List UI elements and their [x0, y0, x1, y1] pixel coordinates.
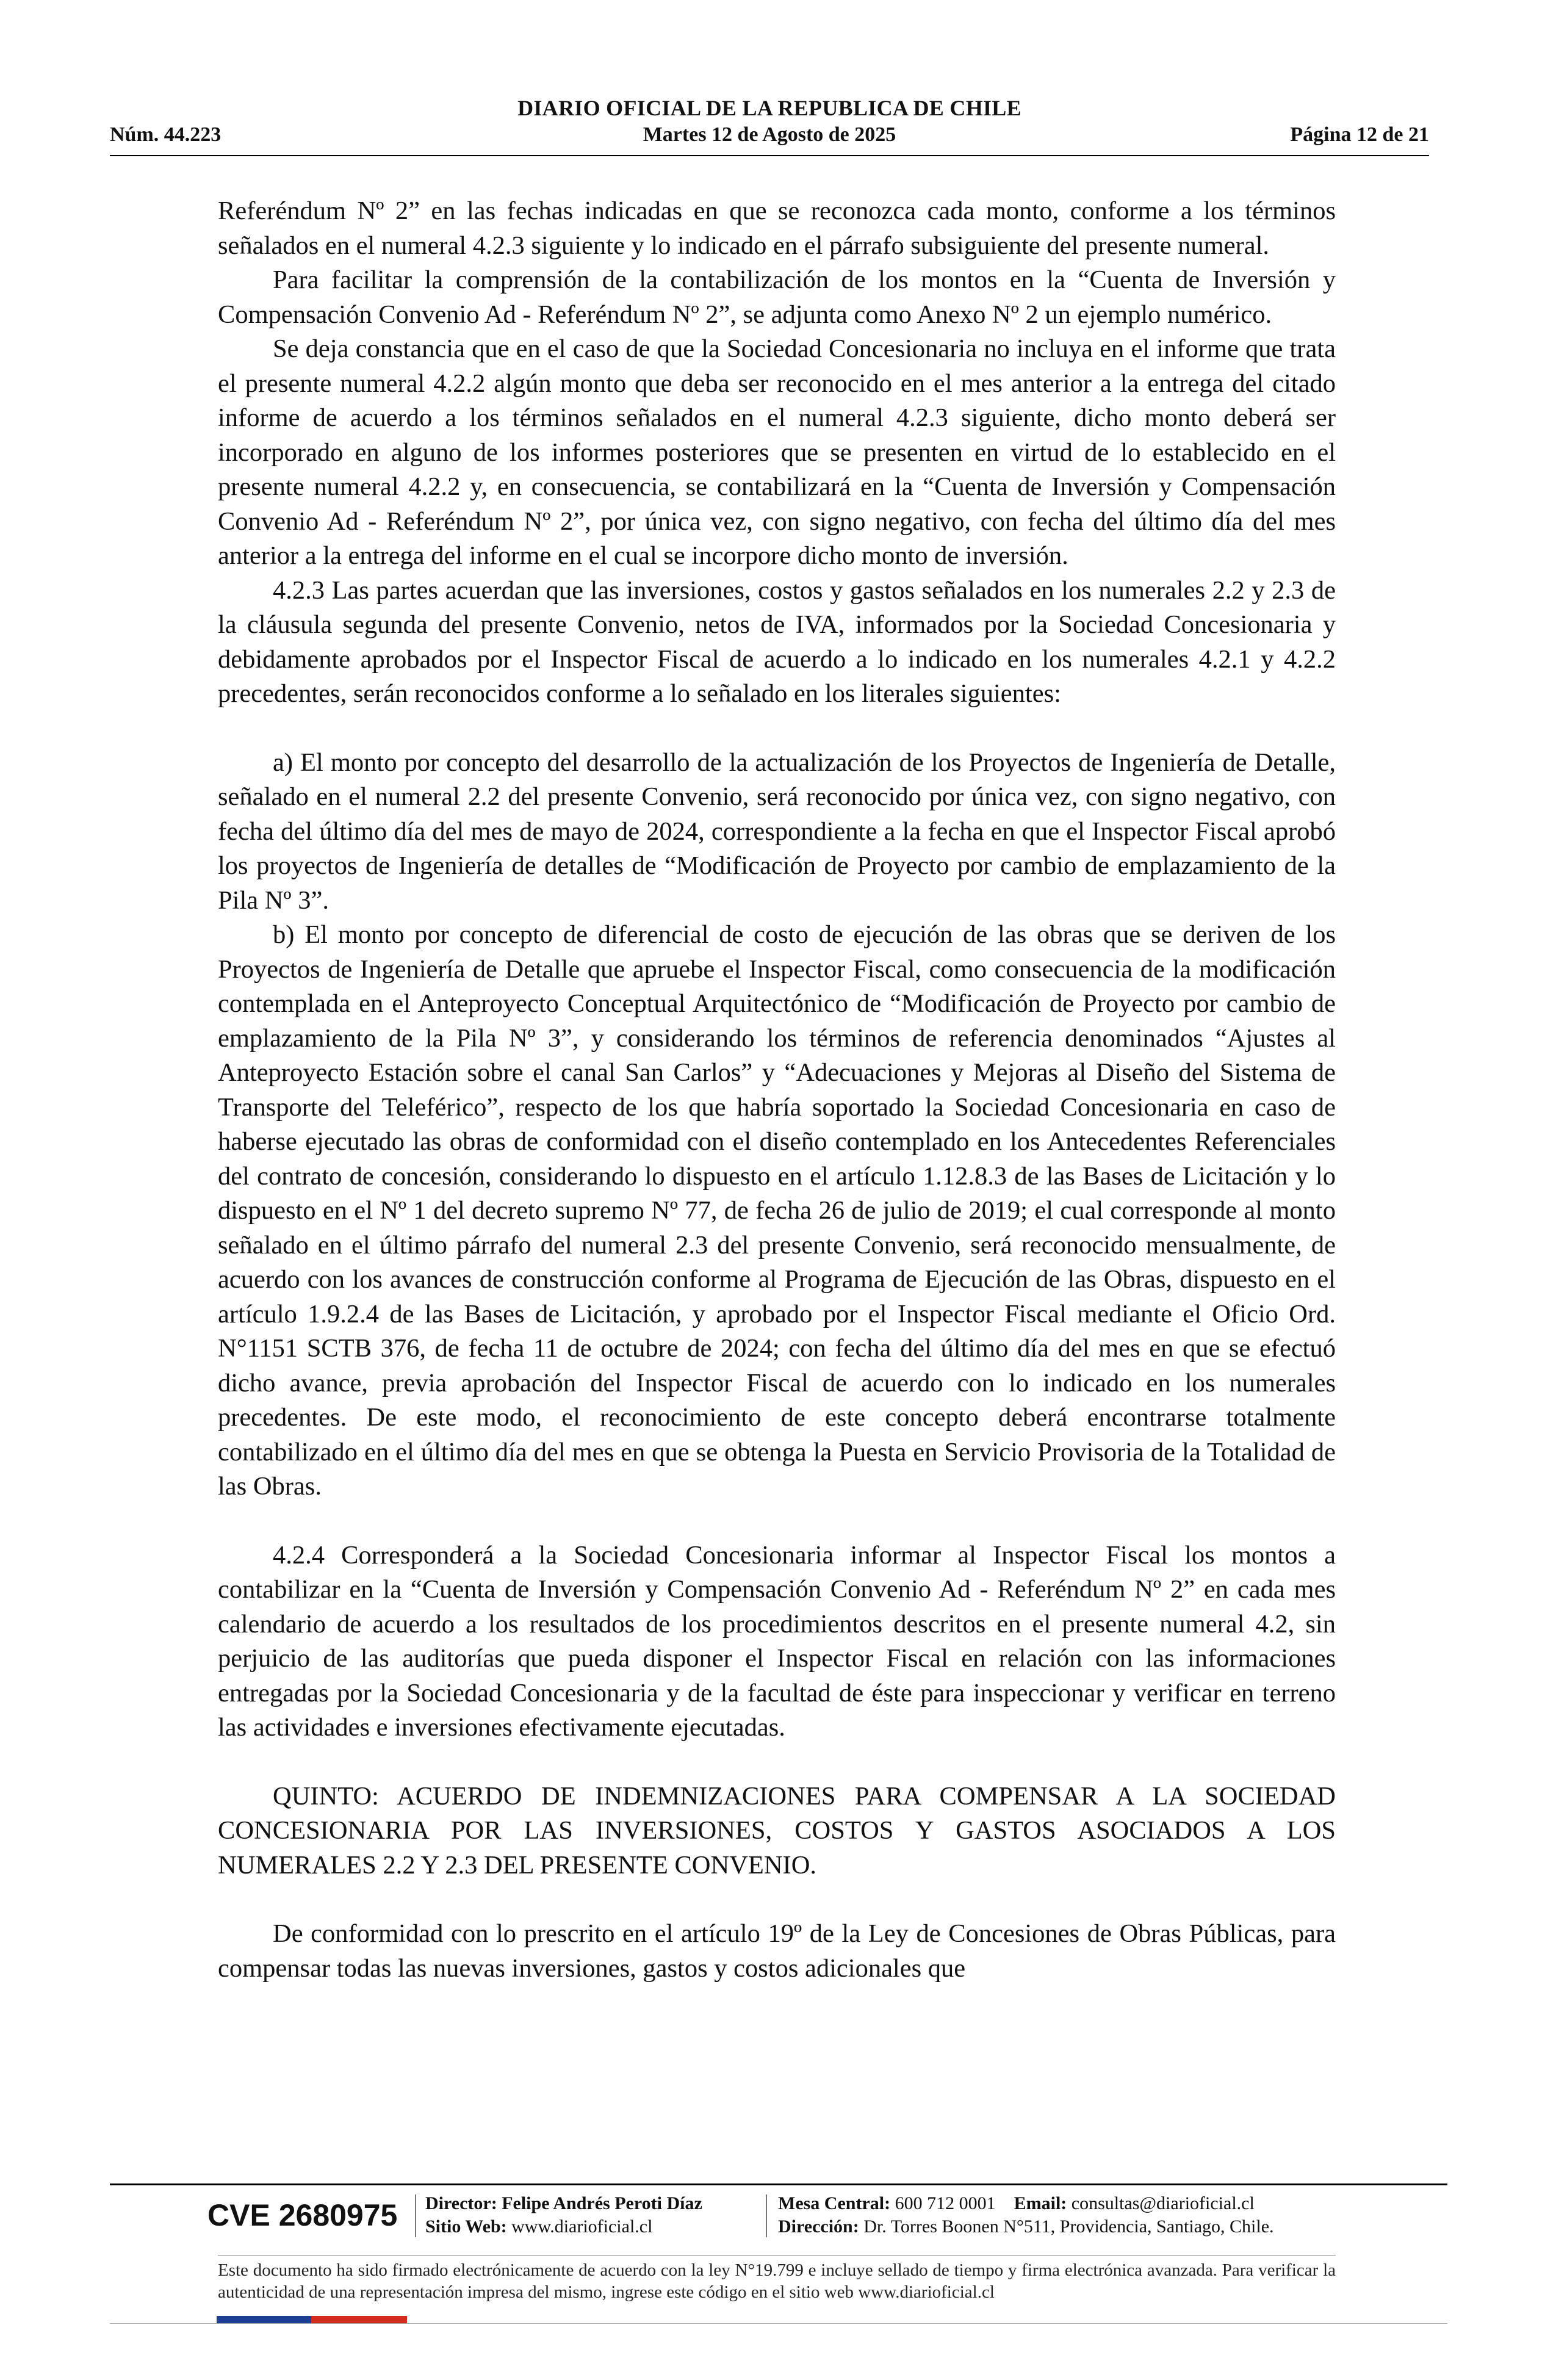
- header-divider: [110, 155, 1429, 156]
- address-label: Dirección:: [778, 2216, 859, 2237]
- footer-separator: [415, 2194, 416, 2237]
- footer-director-block: [425, 2192, 702, 2238]
- paragraph-1: Referéndum Nº 2” en las fechas indicadas en que se reconozca cada monto, conforme a los términos señalados en el numeral 4.2.3 siguiente y lo indicado en el párrafo subsiguiente del presente numeral.: [218, 197, 1336, 260]
- phone-number: 600 712 0001: [895, 2193, 996, 2213]
- footer-separator: [766, 2194, 767, 2237]
- phone-label: Mesa Central:: [778, 2193, 891, 2213]
- footer-divider-top: [110, 2183, 1447, 2185]
- issue-date: Martes 12 de Agosto de 2025: [643, 123, 896, 146]
- flag-red-segment: [311, 2316, 407, 2323]
- paragraph-3: Se deja constancia que en el caso de que la Sociedad Concesionaria no incluya en el informe que trata el presente numeral 4.2.2 algún monto que deba ser reconocido en el mes anterior a la entrega del citado informe de acuerdo a los términos señalados en el numeral 4.2.3 siguiente, dicho monto deberá ser incorporado en alguno de los informes posteriores que se presenten en virtud de lo establecido en el presente numeral 4.2.2 y, en consecuencia, se contabilizará en la “Cuenta de Inversión y Compensación Convenio Ad - Referéndum Nº 2”, por única vez, con signo negativo, con fecha del último día del mes anterior a la entrega del informe en el cual se incorpore dicho monto de inversión.: [218, 334, 1336, 570]
- paragraph-quinto-intro: De conformidad con lo prescrito en el artículo 19º de la Ley de Concesiones de Obras Públicas, para compensar todas las nuevas inversiones, gastos y costos adicionales que: [218, 1919, 1336, 1983]
- page-indicator: Página 12 de 21: [1290, 123, 1429, 146]
- footer-contact-block: [778, 2192, 1274, 2238]
- paragraph-literal-a: a) El monto por concepto del desarrollo de la actualización de los Proyectos de Ingeniería de Detalle, señalado en el numeral 2.2 del presente Convenio, será reconocido por única vez, con signo negativo, con fecha del último día del mes de mayo de 2024, correspondiente a la fecha en que el Inspector Fiscal aprobó los proyectos de Ingeniería de detalles de “Modificación de Proyecto por cambio de emplazamiento de la Pila Nº 3”.: [218, 748, 1336, 915]
- document-body: [218, 194, 1336, 1986]
- section-heading-quinto: QUINTO: ACUERDO DE INDEMNIZACIONES PARA COMPENSAR A LA SOCIEDAD CONCESIONARIA POR LAS INVERSIONES, COSTOS Y GASTOS ASOCIADOS A LOS NUMERALES 2.2 Y 2.3 DEL PRESENTE CONVENIO.: [218, 1781, 1336, 1880]
- paragraph-literal-b: b) El monto por concepto de diferencial de costo de ejecución de las obras que se deriven de los Proyectos de Ingeniería de Detalle que apruebe el Inspector Fiscal, como consecuencia de la modificación contemplada en el Anteproyecto Conceptual Arquitectónico de “Modificación de Proyecto por cambio de emplazamiento de la Pila Nº 3”, y considerando los términos de referencia denominados “Ajustes al Anteproyecto Estación sobre el canal San Carlos” y “Adecuaciones y Mejoras al Diseño del Sistema de Transporte del Teleférico”, respecto de los que habría soportado la Sociedad Concesionaria en caso de haberse ejecutado las obras de conformidad con el diseño contemplado en los Antecedentes Referenciales del contrato de concesión, considerando lo dispuesto en el artículo 1.12.8.3 de las Bases de Licitación y lo dispuesto en el Nº 1 del decreto supremo Nº 77, de fecha 26 de julio de 2019; el cual corresponde al monto señalado en el último párrafo del numeral 2.3 del presente Convenio, será reconocido mensualmente, de acuerdo con los avances de construcción conforme al Programa de Ejecución de las Obras, dispuesto en el artículo 1.9.2.4 de las Bases de Licitación, y aprobado por el Inspector Fiscal mediante el Oficio Ord. N°1151 SCTB 376, de fecha 11 de octubre de 2024; con fecha del último día del mes en que se efectuó dicho avance, previa aprobación del Inspector Fiscal de acuerdo con lo indicado en los numerales precedentes. De este modo, el reconocimiento de este concepto deberá encontrarse totalmente contabilizado en el último día del mes en que se obtenga la Puesta en Servicio Provisoria de la Totalidad de las Obras.: [218, 920, 1336, 1501]
- director-name: Felipe Andrés Peroti Díaz: [502, 2193, 702, 2213]
- cve-code: CVE 2680975: [207, 2198, 398, 2232]
- flag-blue-segment: [217, 2316, 311, 2323]
- email-link[interactable]: consultas@diarioficial.cl: [1071, 2193, 1255, 2213]
- email-label: Email:: [1014, 2193, 1067, 2213]
- footer-divider-middle: [218, 2255, 1336, 2256]
- paragraph-2: Para facilitar la comprensión de la contabilización de los montos en la “Cuenta de Inversión y Compensación Convenio Ad - Referéndum Nº 2”, se adjunta como Anexo Nº 2 un ejemplo numérico.: [218, 265, 1336, 329]
- address-text: Dr. Torres Boonen N°511, Providencia, Santiago, Chile.: [863, 2216, 1274, 2237]
- paragraph-4-2-4: 4.2.4 Corresponderá a la Sociedad Concesionaria informar al Inspector Fiscal los montos a contabilizar en la “Cuenta de Inversión y Compensación Convenio Ad - Referéndum Nº 2” en cada mes calendario de acuerdo a los resultados de los procedimientos descritos en el presente numeral 4.2, sin perjuicio de las auditorías que pueda disponer el Inspector Fiscal en relación con las informaciones entregadas por la Sociedad Concesionaria y de la facultad de éste para inspeccionar y verificar en terreno las actividades e inversiones efectivamente ejecutadas.: [218, 1540, 1336, 1742]
- website-label: Sitio Web:: [425, 2216, 507, 2237]
- issue-number: Núm. 44.223: [110, 123, 222, 146]
- chilean-flag-stripe: [217, 2316, 407, 2323]
- paragraph-4-2-3: 4.2.3 Las partes acuerdan que las inversiones, costos y gastos señalados en los numerales 2.2 y 2.3 de la cláusula segunda del presente Convenio, netos de IVA, informados por la Sociedad Concesionaria y debidamente aprobados por el Inspector Fiscal de acuerdo a lo indicado en los numerales 4.2.1 y 4.2.2 precedentes, serán reconocidos conforme a lo señalado en los literales siguientes:: [218, 575, 1336, 708]
- website-link[interactable]: www.diarioficial.cl: [511, 2216, 653, 2237]
- director-label: Director:: [425, 2193, 497, 2213]
- page-header: [110, 92, 1429, 153]
- electronic-signature-notice: Este documento ha sido firmado electrónicamente de acuerdo con la ley N°19.799 e incluye sellado de tiempo y firma electrónica avanzada. Para verificar la autenticidad de una representación impresa del mismo, ingrese este código en el sitio web www.diarioficial.cl: [218, 2260, 1336, 2302]
- newspaper-title: DIARIO OFICIAL DE LA REPUBLICA DE CHILE: [517, 96, 1021, 120]
- footer-divider-bottom: [110, 2323, 1447, 2324]
